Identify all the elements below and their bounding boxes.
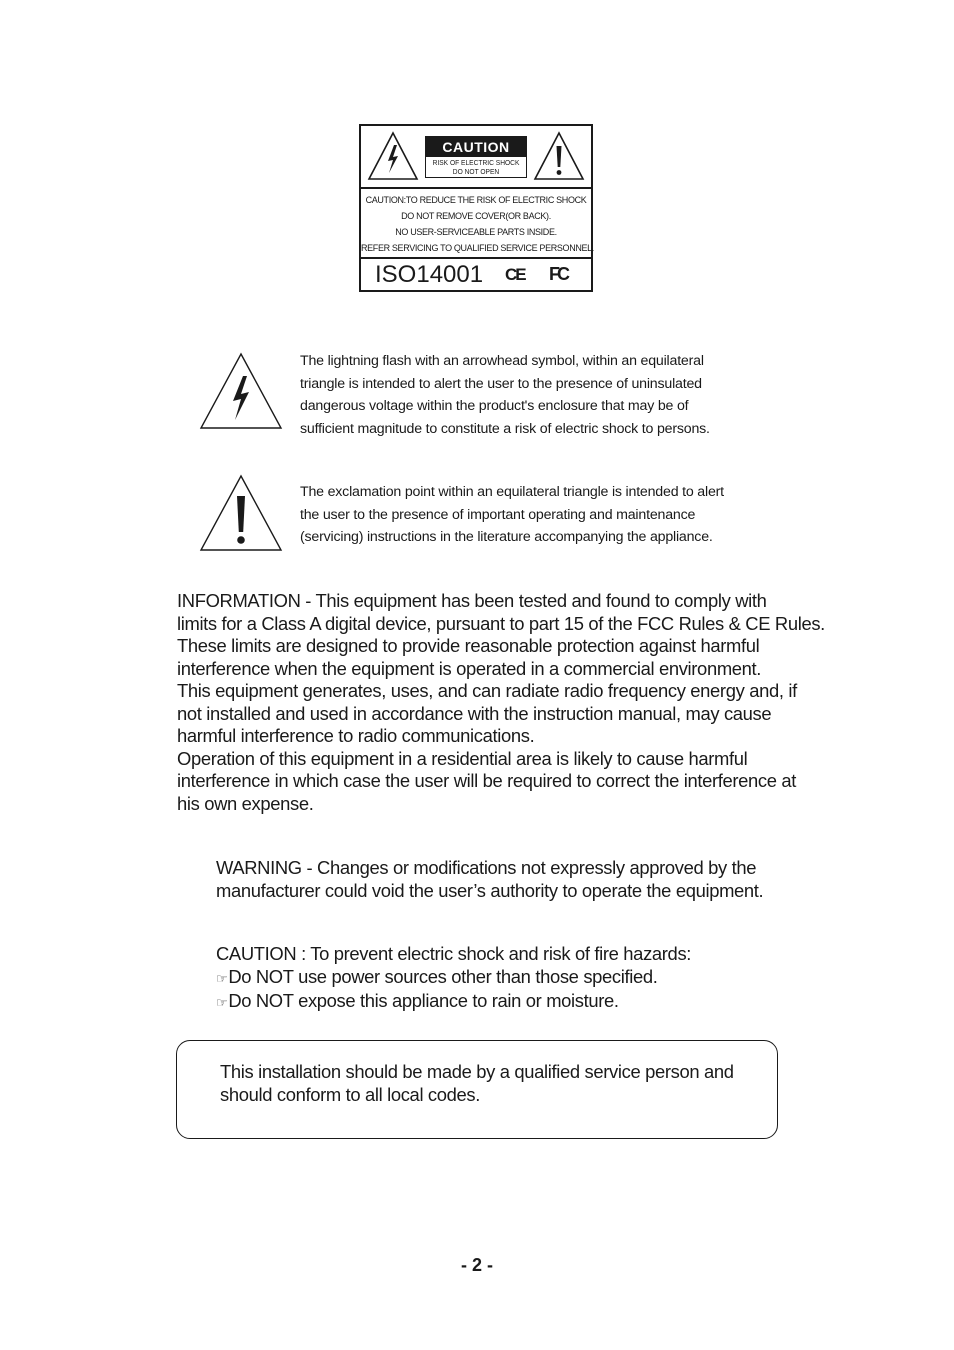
paragraph-line: This equipment generates, uses, and can radiate radio frequency energy and, if (177, 680, 797, 701)
pointing-hand-icon: ☞ (216, 995, 228, 1010)
paragraph-line: his own expense. (177, 792, 314, 814)
caution-subtitle (429, 157, 524, 177)
instruction-line: REFER SERVICING TO QUALIFIED SERVICE PERSONNEL. (361, 243, 594, 253)
paragraph-line: Operation of this equipment in a residential area is likely to cause harmful (177, 747, 748, 769)
instruction-line: DO NOT REMOVE COVER(OR BACK). (401, 211, 551, 221)
paragraph-line: interference in which case the user will be required to correct the interference at (177, 770, 797, 791)
instruction-line: NO USER-SERVICEABLE PARTS INSIDE. (395, 227, 557, 237)
caution-heading: CAUTION : To prevent electric shock and risk of fire hazards: (216, 943, 692, 964)
paragraph-line: These limits are designed to provide reasonable protection against harmful (177, 635, 760, 656)
exclamation-triangle-icon (533, 131, 585, 181)
caution-label (359, 124, 593, 292)
description-line: (servicing) instructions in the literature accompanying the appliance. (300, 529, 713, 545)
paragraph-line: INFORMATION - This equipment has been tested and found to comply with (177, 590, 767, 611)
exclamation-symbol-description (300, 481, 760, 549)
paragraph-line: limits for a Class A digital device, pursuant to part 15 of the FCC Rules & CE Rules. (177, 612, 825, 634)
iso-mark: ISO14001 (375, 261, 484, 288)
description-line: the user to the presence of important operating and maintenance (300, 506, 696, 523)
description-line: sufficient magnitude to constitute a risk of electric shock to persons. (300, 420, 710, 437)
lightning-triangle-icon (199, 352, 283, 430)
instruction-line: CAUTION:TO REDUCE THE RISK OF ELECTRIC SHOCK (365, 195, 587, 205)
installation-note (220, 1061, 734, 1106)
pointing-hand-icon: ☞ (216, 970, 228, 986)
caution-item (216, 966, 691, 991)
description-line: The lightning flash with an arrowhead symbol, within an equilateral (300, 353, 704, 369)
ce-mark-icon: CE (505, 265, 525, 284)
lightning-triangle-icon (367, 131, 419, 181)
paragraph-line: should conform to all local codes. (220, 1083, 481, 1105)
caution-subtitle-line: DO NOT OPEN (452, 169, 500, 176)
warning-paragraph (216, 857, 763, 902)
description-line: The exclamation point within an equilateral triangle is intended to alert (300, 484, 724, 500)
caution-badge (425, 136, 527, 178)
caution-item-text: Do NOT use power sources other than those specified. (228, 965, 658, 987)
caution-title: CAUTION (426, 137, 526, 157)
description-line: triangle is intended to alert the user to the presence of uninsulated (300, 375, 702, 392)
caution-label-header (361, 126, 591, 189)
paragraph-line: WARNING - Changes or modifications not expressly approved by the (216, 857, 757, 878)
certification-row (361, 259, 591, 290)
paragraph-line: interference when the equipment is operated in a commercial environment. (177, 657, 762, 679)
paragraph-line: manufacturer could void the user’s authority to operate the equipment. (216, 879, 764, 901)
page-number: - 2 - (460, 1255, 493, 1275)
caution-subtitle-line: RISK OF ELECTRIC SHOCK (432, 160, 520, 167)
paragraph-line: not installed and used in accordance with the instruction manual, may cause (177, 702, 772, 724)
caution-notes (216, 943, 691, 1015)
description-line: dangerous voltage within the product's enclosure that may be of (300, 398, 689, 414)
paragraph-line: This installation should be made by a qualified service person and (220, 1061, 734, 1082)
caution-instructions (361, 189, 594, 259)
caution-item-text: Do NOT expose this appliance to rain or moisture. (228, 990, 619, 1011)
information-paragraph (177, 590, 825, 815)
paragraph-line: harmful interference to radio communications. (177, 725, 535, 746)
exclamation-triangle-icon (199, 474, 283, 552)
lightning-symbol-description (300, 350, 760, 440)
fcc-mark-icon: FC (549, 264, 567, 284)
caution-item (216, 990, 691, 1015)
